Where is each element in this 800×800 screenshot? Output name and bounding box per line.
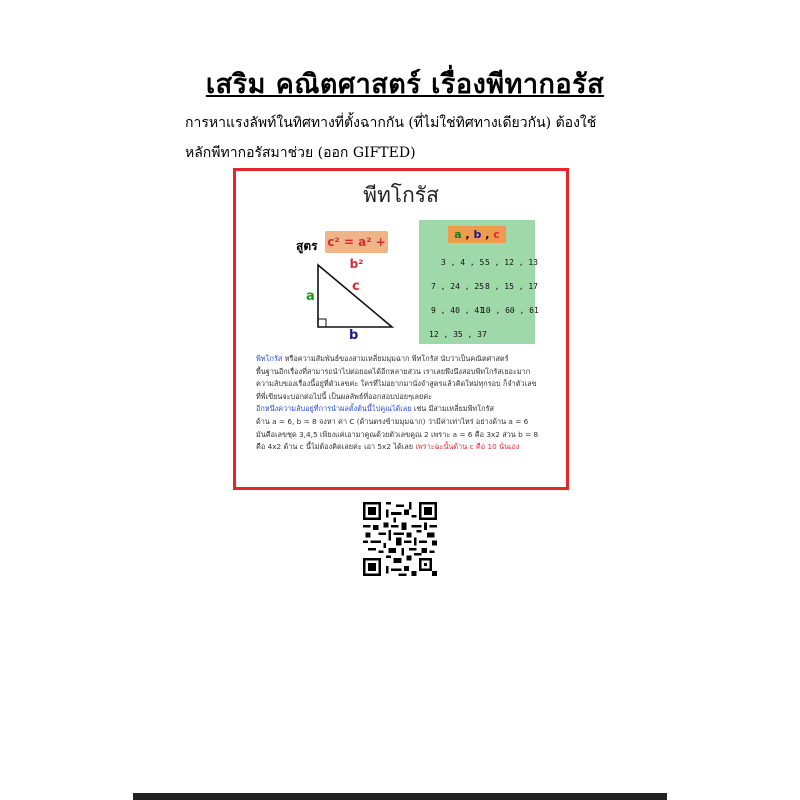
header-c: c	[493, 228, 500, 241]
intro-line-1: การหาแรงลัพท์ในทิศทางที่ตั้งฉากกัน (ที่ไม่ใช่ทิศทางเดียวกัน) ต้องใช้	[185, 115, 597, 131]
formula-label: สูตร	[296, 239, 318, 253]
side-b-label: b	[349, 328, 359, 343]
triple-item: 3 , 4 , 5	[441, 258, 485, 267]
triples-header	[448, 226, 506, 243]
triple-item: 7 , 24 , 25	[431, 282, 484, 291]
triple-item: 12 , 35 , 37	[429, 330, 487, 339]
desc-line-7: มันคือเลขชุด 3,4,5 เพียงแค่เอามาคูณด้วยตัวเลขคูณ 2 เพราะ a = 6 คือ 3x2 ส่วน b = 8	[256, 429, 539, 439]
formula-box: c² = a² + b²	[325, 231, 388, 253]
desc-line-1: พีทโกรัส หรือความสัมพันธ์ของสามเหลี่ยมมุมฉาก พีทโกรัส นับว่าเป็นคณิตศาสตร์	[256, 354, 509, 363]
side-a-label: a	[306, 289, 315, 304]
desc-line-6: ด้าน a = 6, b = 8 จงหา ค่า C (ด้านตรงข้ามมุมฉาก) ว่ามีค่าเท่าไหร่ อย่างด้าน a = 6	[256, 416, 529, 426]
desc-line-4: ที่พี่เขียนจะบอกต่อไปนี้ เป็นผลลัพธ์ที่ออกสอบบ่อยๆเลยค่ะ	[256, 391, 433, 401]
pythagoras-card	[233, 168, 569, 490]
right-angle-marker	[318, 319, 326, 327]
card-title: พีทโกรัส	[363, 183, 439, 207]
triples-panel	[419, 220, 539, 344]
side-c-label: c	[352, 279, 360, 294]
triple-item: 10 , 60 , 61	[481, 306, 539, 315]
bottom-bar	[133, 793, 667, 800]
header-a: a	[454, 228, 462, 241]
triple-item: 5 , 12 , 13	[485, 258, 538, 267]
header-sep-1: ,	[461, 228, 474, 241]
desc-line-5: อีกหนึ่งความลับอยู่ที่การนำผลตั้งต้นนี้ไปคูณได้เลย เช่น มีสามเหลี่ยมพีทโกรัส	[256, 404, 494, 414]
intro-text	[185, 108, 625, 168]
desc-line-2: พื้นฐานอีกเรื่องที่สามารถนำไปต่อยอดได้อีกหลายส่วน เราเลยพึงนึงสอบพีทโกรัสเยอะมาก	[256, 366, 531, 376]
description-text	[256, 353, 556, 454]
triple-item: 9 , 40 , 41	[431, 306, 484, 315]
triple-item: 8 , 15 , 17	[485, 282, 538, 291]
header-sep-2: ,	[481, 228, 494, 241]
triangle-shape	[318, 265, 392, 327]
header-b: b	[473, 228, 482, 241]
page-title: เสริม คณิตศาสตร์ เรื่องพีทากอรัส	[205, 69, 605, 100]
intro-line-2: หลักพีทากอรัสมาช่วย (ออก GIFTED)	[185, 145, 416, 161]
desc-line-8: คือ 4x2 ด้าน c นี้ไม่ต้องคิดเลยค่ะ เอา 5x2 ได้เลย เพราะฉะนั้นด้าน c คือ 10 นั่นเอง	[256, 442, 520, 452]
qr-code-icon[interactable]	[363, 502, 437, 576]
desc-line-3: ความลับของเรื่องนี้อยู่ที่ตัวเลขค่ะ ใครที่ไม่อยากมานั่งจำสูตรแล้วคิดใหม่ทุกรอบ ก็จำตัวเลข	[256, 379, 537, 389]
